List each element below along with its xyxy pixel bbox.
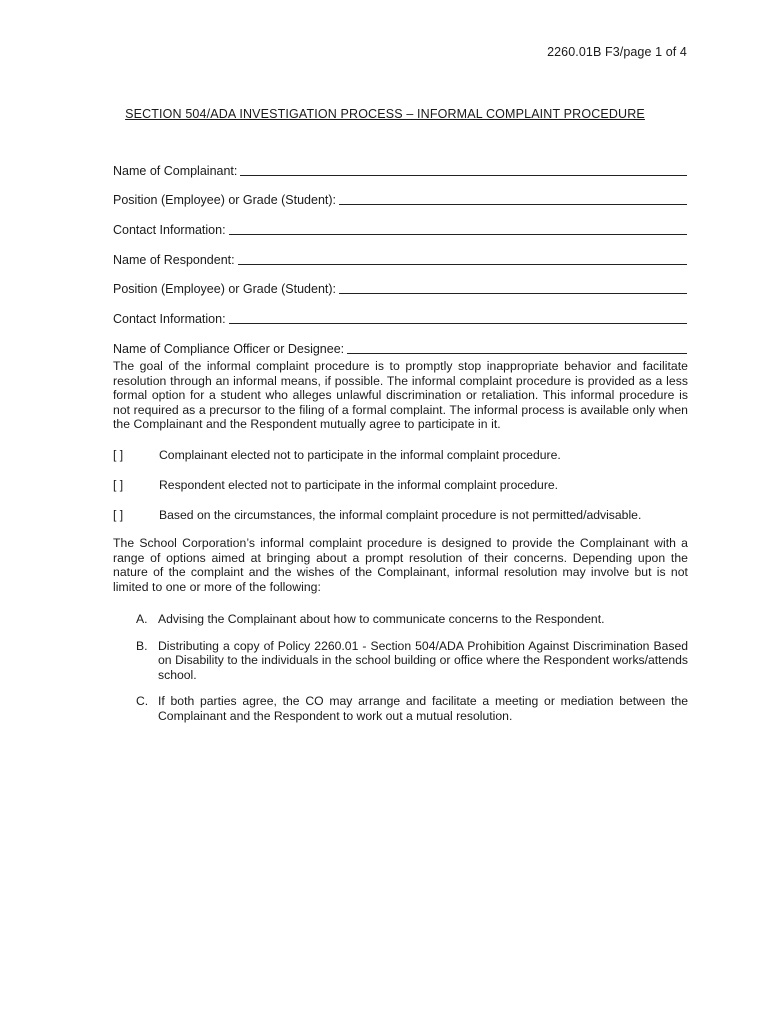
- respondent-position-line[interactable]: [339, 279, 687, 294]
- document-title: SECTION 504/ADA INVESTIGATION PROCESS – INFORMAL COMPLAINT PROCEDURE: [125, 107, 645, 121]
- complainant-contact-line[interactable]: [229, 220, 687, 235]
- field-label: Contact Information:: [113, 223, 226, 238]
- page-reference: 2260.01B F3/page 1 of 4: [547, 45, 687, 59]
- list-item: [136, 694, 688, 723]
- compliance-officer-field[interactable]: [113, 328, 687, 358]
- resolution-options-list: [136, 612, 688, 736]
- field-label: Name of Compliance Officer or Designee:: [113, 341, 345, 356]
- checkbox-label: Based on the circumstances, the informal complaint procedure is not permitted/advisable.: [159, 508, 642, 522]
- respondent-contact-field[interactable]: [113, 298, 687, 328]
- form-fields: [113, 150, 687, 358]
- field-label: Contact Information:: [113, 312, 226, 327]
- respondent-name-line[interactable]: [238, 250, 687, 265]
- complainant-contact-field[interactable]: [113, 209, 687, 239]
- list-item-letter: C.: [136, 694, 149, 709]
- complainant-name-line[interactable]: [240, 161, 687, 176]
- resolution-options-paragraph: The School Corporation’s informal complaint procedure is designed to provide the Complainant with a range of options aimed at bringing about a prompt resolution of their concerns. Depending upon the nature of the complaint and the wishes of the Complainant, informal resolution may involve but is not limited to one or more of the following:: [113, 536, 688, 594]
- informal-procedure-goal-paragraph: The goal of the informal complaint procedure is to promptly stop inappropriate behavior and facilitate resolution through an informal means, if possible. The informal complaint procedure is provided as a less formal option for a student who alleges unlawful discrimination or retaliation. This informal procedure is not required as a precursor to the filing of a formal complaint. The informal process is available only when the Complainant and the Respondent mutually agree to participate in it.: [113, 359, 688, 432]
- checkbox-respondent-declined[interactable]: [113, 478, 688, 492]
- checkbox-label: Complainant elected not to participate in the informal complaint procedure.: [159, 448, 561, 462]
- checkbox-box[interactable]: [ ]: [113, 448, 124, 462]
- complainant-position-field[interactable]: [113, 180, 687, 210]
- checkbox-box[interactable]: [ ]: [113, 478, 124, 492]
- checkbox-label: Respondent elected not to participate in the informal complaint procedure.: [159, 478, 559, 492]
- list-item-letter: B.: [136, 638, 148, 653]
- respondent-contact-line[interactable]: [229, 309, 687, 324]
- list-item-text: If both parties agree, the CO may arrange and facilitate a meeting or mediation between the Complainant and the Respondent to work out a mutual resolution.: [158, 694, 688, 723]
- compliance-officer-line[interactable]: [347, 339, 687, 354]
- list-item: [136, 612, 688, 627]
- complainant-position-line[interactable]: [339, 190, 687, 205]
- checkbox-not-permitted[interactable]: [113, 508, 688, 522]
- checkbox-box[interactable]: [ ]: [113, 508, 124, 522]
- field-label: Name of Respondent:: [113, 252, 235, 267]
- field-label: Name of Complainant:: [113, 163, 238, 178]
- complainant-name-field[interactable]: [113, 150, 687, 180]
- list-item-letter: A.: [136, 612, 148, 626]
- list-item-text: Distributing a copy of Policy 2260.01 - Section 504/ADA Prohibition Against Discrimination Based on Disability to the individuals in the school building or office where the Respondent works/attends school.: [158, 638, 688, 682]
- field-label: Position (Employee) or Grade (Student):: [113, 282, 337, 297]
- respondent-name-field[interactable]: [113, 239, 687, 269]
- checkbox-complainant-declined[interactable]: [113, 448, 688, 462]
- field-label: Position (Employee) or Grade (Student):: [113, 193, 337, 208]
- list-item: [136, 639, 688, 683]
- list-item-text: Advising the Complainant about how to communicate concerns to the Respondent.: [158, 612, 605, 626]
- respondent-position-field[interactable]: [113, 269, 687, 299]
